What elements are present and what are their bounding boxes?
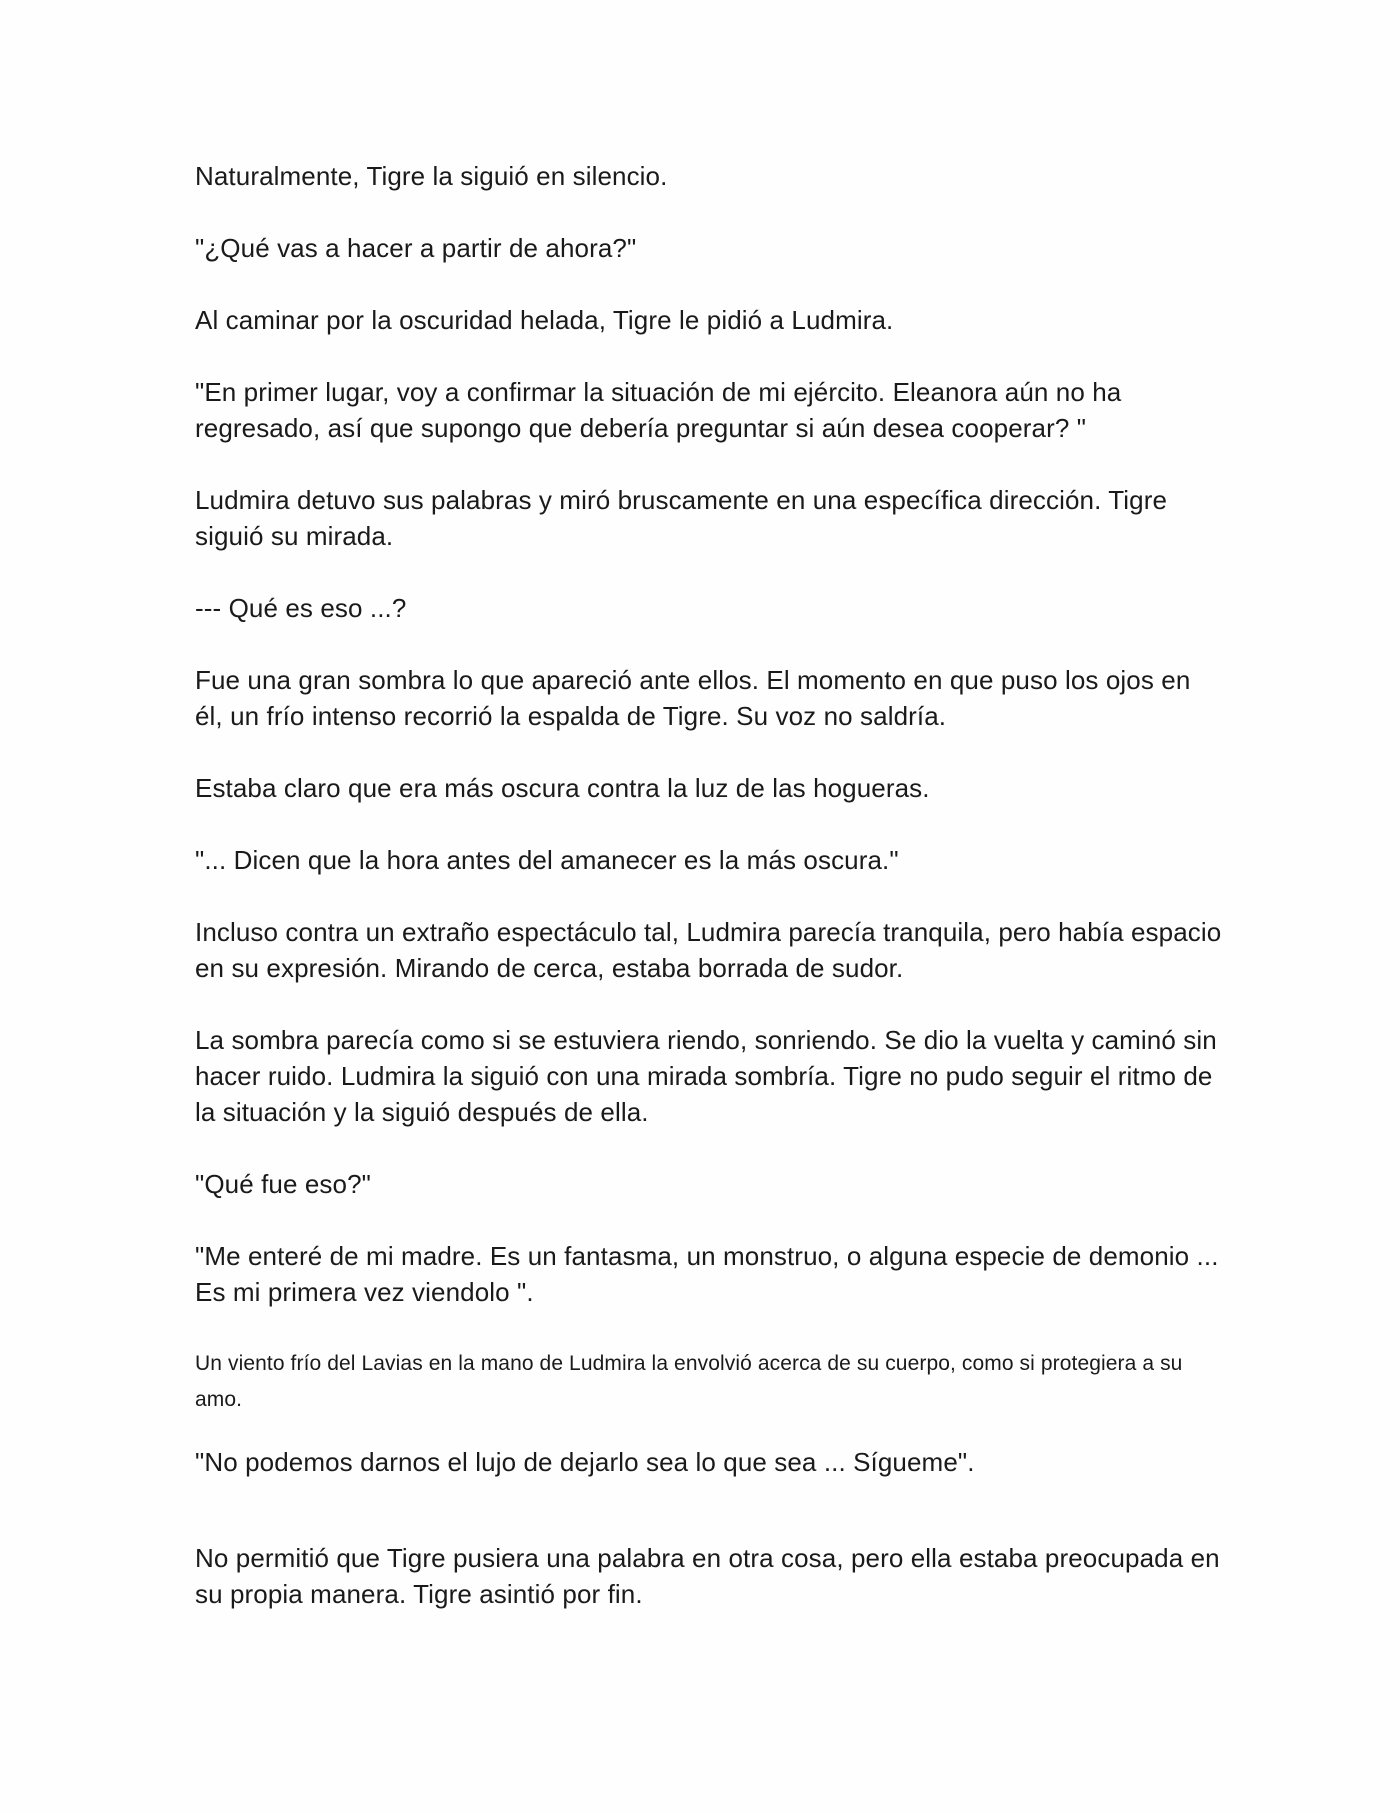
paragraph: Incluso contra un extraño espectáculo tal, Ludmira parecía tranquila, pero había espacio en su expresión. Mirando de cerca, estaba borrada de sudor. xyxy=(195,917,1222,983)
paragraph: La sombra parecía como si se estuviera riendo, sonriendo. Se dio la vuelta y caminó sin hacer ruido. Ludmira la siguió con una mirada sombría. Tigre no pudo seguir el ritmo de la situación y la siguió después de ella. xyxy=(195,1025,1217,1127)
paragraph: "¿Qué vas a hacer a partir de ahora?" xyxy=(195,233,637,263)
paragraph: No permitió que Tigre pusiera una palabra en otra cosa, pero ella estaba preocupada en su propia manera. Tigre asintió por fin. xyxy=(195,1543,1220,1609)
paragraph: "No podemos darnos el lujo de dejarlo sea lo que sea ... Sígueme". xyxy=(195,1447,975,1477)
paragraph: "En primer lugar, voy a confirmar la situación de mi ejército. Eleanora aún no ha regresado, así que supongo que debería preguntar si aún desea cooperar? " xyxy=(195,377,1122,443)
paragraph: Fue una gran sombra lo que apareció ante ellos. El momento en que puso los ojos en él, un frío intenso recorrió la espalda de Tigre. Su voz no saldría. xyxy=(195,665,1191,731)
text-column xyxy=(195,158,1225,1648)
paragraph: "Me enteré de mi madre. Es un fantasma, un monstruo, o alguna especie de demonio ... Es mi primera vez viendolo ". xyxy=(195,1241,1219,1307)
paragraph: Estaba claro que era más oscura contra la luz de las hogueras. xyxy=(195,773,930,803)
paragraph: Al caminar por la oscuridad helada, Tigre le pidió a Ludmira. xyxy=(195,305,894,335)
paragraph: Ludmira detuvo sus palabras y miró bruscamente en una específica dirección. Tigre siguió su mirada. xyxy=(195,485,1168,551)
paragraph: Naturalmente, Tigre la siguió en silencio. xyxy=(195,161,668,191)
paragraph: "... Dicen que la hora antes del amanecer es la más oscura." xyxy=(195,845,899,875)
paragraph: --- Qué es eso ...? xyxy=(195,593,407,623)
paragraph-small: Un viento frío del Lavias en la mano de Ludmira la envolvió acerca de su cuerpo, como si protegiera a su amo. xyxy=(195,1352,1183,1411)
paragraph: "Qué fue eso?" xyxy=(195,1169,371,1199)
